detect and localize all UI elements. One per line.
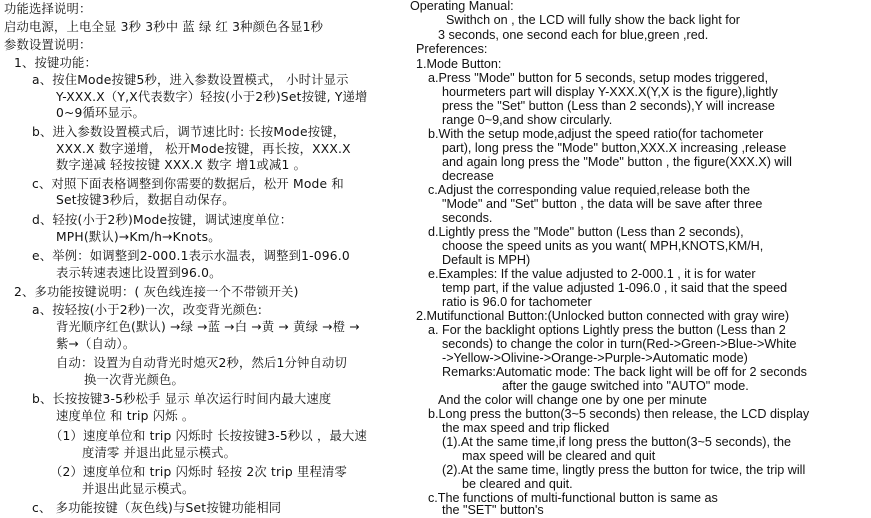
cn-item-b-line3: 数字递减 轻按按键 XXX.X 数字 增1或减1 。 xyxy=(56,158,307,172)
cn-item-b: b、进入参数设置模式后，调节速比时: 长按Mode按键， xyxy=(32,125,346,139)
cn-item-2a-line2: 背光顺序红色(默认) →绿 →蓝 →白 →黄 → 黄绿 →橙 → xyxy=(56,320,360,334)
cn-settings-heading: 参数设置说明： xyxy=(4,38,92,52)
en-section-2-heading: 2.Mutifunctional Button:(Unlocked button connected with gray wire) xyxy=(416,309,790,323)
en-item-2c: c.The functions of multi-functional button is same as xyxy=(428,491,718,505)
en-item-2c-line2: the "SET" button's xyxy=(442,503,544,517)
en-title: Operating Manual: xyxy=(410,0,514,13)
cn-item-2b-1: （1）速度单位和 trip 闪烁时 长按按键3-5秒以 ，最大速 xyxy=(50,429,367,443)
en-item-d-line2: choose the speed units as you want( MPH,KNOTS,KM/H, xyxy=(442,239,764,253)
cn-title: 功能选择说明： xyxy=(4,2,92,16)
en-item-a-line2: hourmeters part will display Y-XXX.X(Y,X is the figure),lightly xyxy=(442,85,778,99)
en-item-b-line2: part), long press the "Mode" button,XXX.X increasing ,release xyxy=(442,141,787,155)
en-item-2b-2-line2: be cleared and quit. xyxy=(462,477,573,491)
cn-item-2a-line3: 紫→（自动）。 xyxy=(56,337,136,351)
en-item-a-line3: press the "Set" button (Less than 2 seconds),Y will increase xyxy=(442,99,775,113)
en-switch-on-text-line2: 3 seconds, one second each for blue,green ,red. xyxy=(438,28,709,42)
en-item-2b-line2: the max speed and trip flicked xyxy=(442,421,610,435)
cn-item-2b-2: （2）速度单位和 trip 闪烁时 轻按 2次 trip 里程清零 xyxy=(50,465,347,479)
cn-section-2-heading: 2、多功能按键说明：( 灰色线连接一个不带锁开关) xyxy=(14,285,299,299)
cn-item-a-line2: Y-XXX.X（Y,X代表数字）轻按(小于2秒)Set按键, Y递增 xyxy=(56,90,368,104)
en-item-e-line3: ratio is 96.0 for tachometer xyxy=(442,295,592,309)
en-switch-on-text: Swithch on , the LCD will fully show the back light for xyxy=(446,13,740,27)
en-item-2a-remarks-line3: And the color will change one by one per minute xyxy=(438,393,707,407)
en-item-d-line3: Default is MPH) xyxy=(442,253,531,267)
cn-item-2b: b、长按按键3-5秒松手 显示 单次运行时间内最大速度 xyxy=(32,392,332,406)
cn-item-b-line2: XXX.X 数字递增， 松开Mode按键，再长按，XXX.X xyxy=(56,142,351,156)
en-item-a: a.Press "Mode" button for 5 seconds, setup modes triggered, xyxy=(428,71,769,85)
en-item-2a-remarks: Remarks:Automatic mode: The back light will be off for 2 seconds xyxy=(442,365,807,379)
en-section-1-heading: 1.Mode Button: xyxy=(416,57,502,71)
en-item-2a-remarks-line2: after the gauge switched into "AUTO" mode. xyxy=(502,379,749,393)
en-item-b-line3: and again long press the "Mode" button , the figure(XXX.X) will xyxy=(442,155,792,169)
en-item-2a: a. For the backlight options Lightly press the button (Less than 2 xyxy=(428,323,786,337)
cn-section-1-heading: 1、按键功能： xyxy=(14,56,98,70)
cn-item-2b-1-line2: 度清零 并退出此显示模式。 xyxy=(82,446,237,460)
en-item-2a-line2: seconds) to change the color in turn(Red->Green->Blue->White xyxy=(442,337,797,351)
cn-item-d-line2: MPH(默认)→Km/h→Knots。 xyxy=(56,230,221,244)
en-item-c-line3: seconds. xyxy=(442,211,493,225)
en-preferences-heading: Preferences: xyxy=(416,42,488,56)
en-item-a-line4: range 0~9,and show circularly. xyxy=(442,113,613,127)
cn-item-2a-auto-line2: 换一次背光颜色。 xyxy=(84,373,184,387)
en-item-2b: b.Long press the button(3~5 seconds) then release, the LCD display xyxy=(428,407,810,421)
cn-item-2a-auto: 自动：设置为自动背光时熄灭2秒，然后1分钟自动切 xyxy=(56,356,347,370)
cn-item-c-line2: Set按键3秒后，数据自动保存。 xyxy=(56,193,235,207)
en-item-b: b.With the setup mode,adjust the speed ratio(for tachometer xyxy=(428,127,764,141)
cn-item-d: d、轻按(小于2秒)Mode按键，调试速度单位： xyxy=(32,213,293,227)
cn-item-2b-line2: 速度单位 和 trip 闪烁 。 xyxy=(56,409,195,423)
cn-item-2c: c、 多功能按键（灰色线)与Set按键功能相同 xyxy=(32,501,282,515)
cn-item-2a: a、按轻按(小于2秒)一次，改变背光颜色: xyxy=(32,303,263,317)
cn-power-on-text: 启动电源，上电全显 3秒 3秒中 蓝 绿 红 3种颜色各显1秒 xyxy=(4,20,324,34)
en-item-e-line2: temp part, if the value adjusted 1-096.0 , it said that the speed xyxy=(442,281,788,295)
en-item-2b-1: (1).At the same time,if long press the button(3~5 seconds), the xyxy=(442,435,791,449)
cn-item-a: a、按住Mode按键5秒，进入参数设置模式， 小时计显示 xyxy=(32,73,349,87)
cn-item-c: c、对照下面表格调整到你需要的数据后，松开 Mode 和 xyxy=(32,177,344,191)
en-item-2b-2: (2).At the same time, lingtly press the button for twice, the trip will xyxy=(442,463,806,477)
cn-item-e: e、举例：如调整到2-000.1表示水温表，调整到1-096.0 xyxy=(32,249,350,263)
en-item-d: d.Lightly press the "Mode" button (Less than 2 seconds), xyxy=(428,225,744,239)
cn-item-a-line3: 0~9循环显示。 xyxy=(56,106,146,120)
en-item-c: c.Adjust the corresponding value requied,release both the xyxy=(428,183,751,197)
en-item-2a-line3: ->Yellow->Olivine->Orange->Purple->Automatic mode) xyxy=(442,351,748,365)
cn-item-e-line2: 表示转速表速比设置到96.0。 xyxy=(56,266,222,280)
cn-item-2b-2-line2: 并退出此显示模式。 xyxy=(82,482,195,496)
en-item-c-line2: "Mode" and "Set" button , the data will be save after three xyxy=(442,197,763,211)
en-item-2b-1-line2: max speed will be cleared and quit xyxy=(462,449,656,463)
en-item-b-line4: decrease xyxy=(442,169,494,183)
en-item-e: e.Examples: If the value adjusted to 2-000.1 , it is for water xyxy=(428,267,756,281)
